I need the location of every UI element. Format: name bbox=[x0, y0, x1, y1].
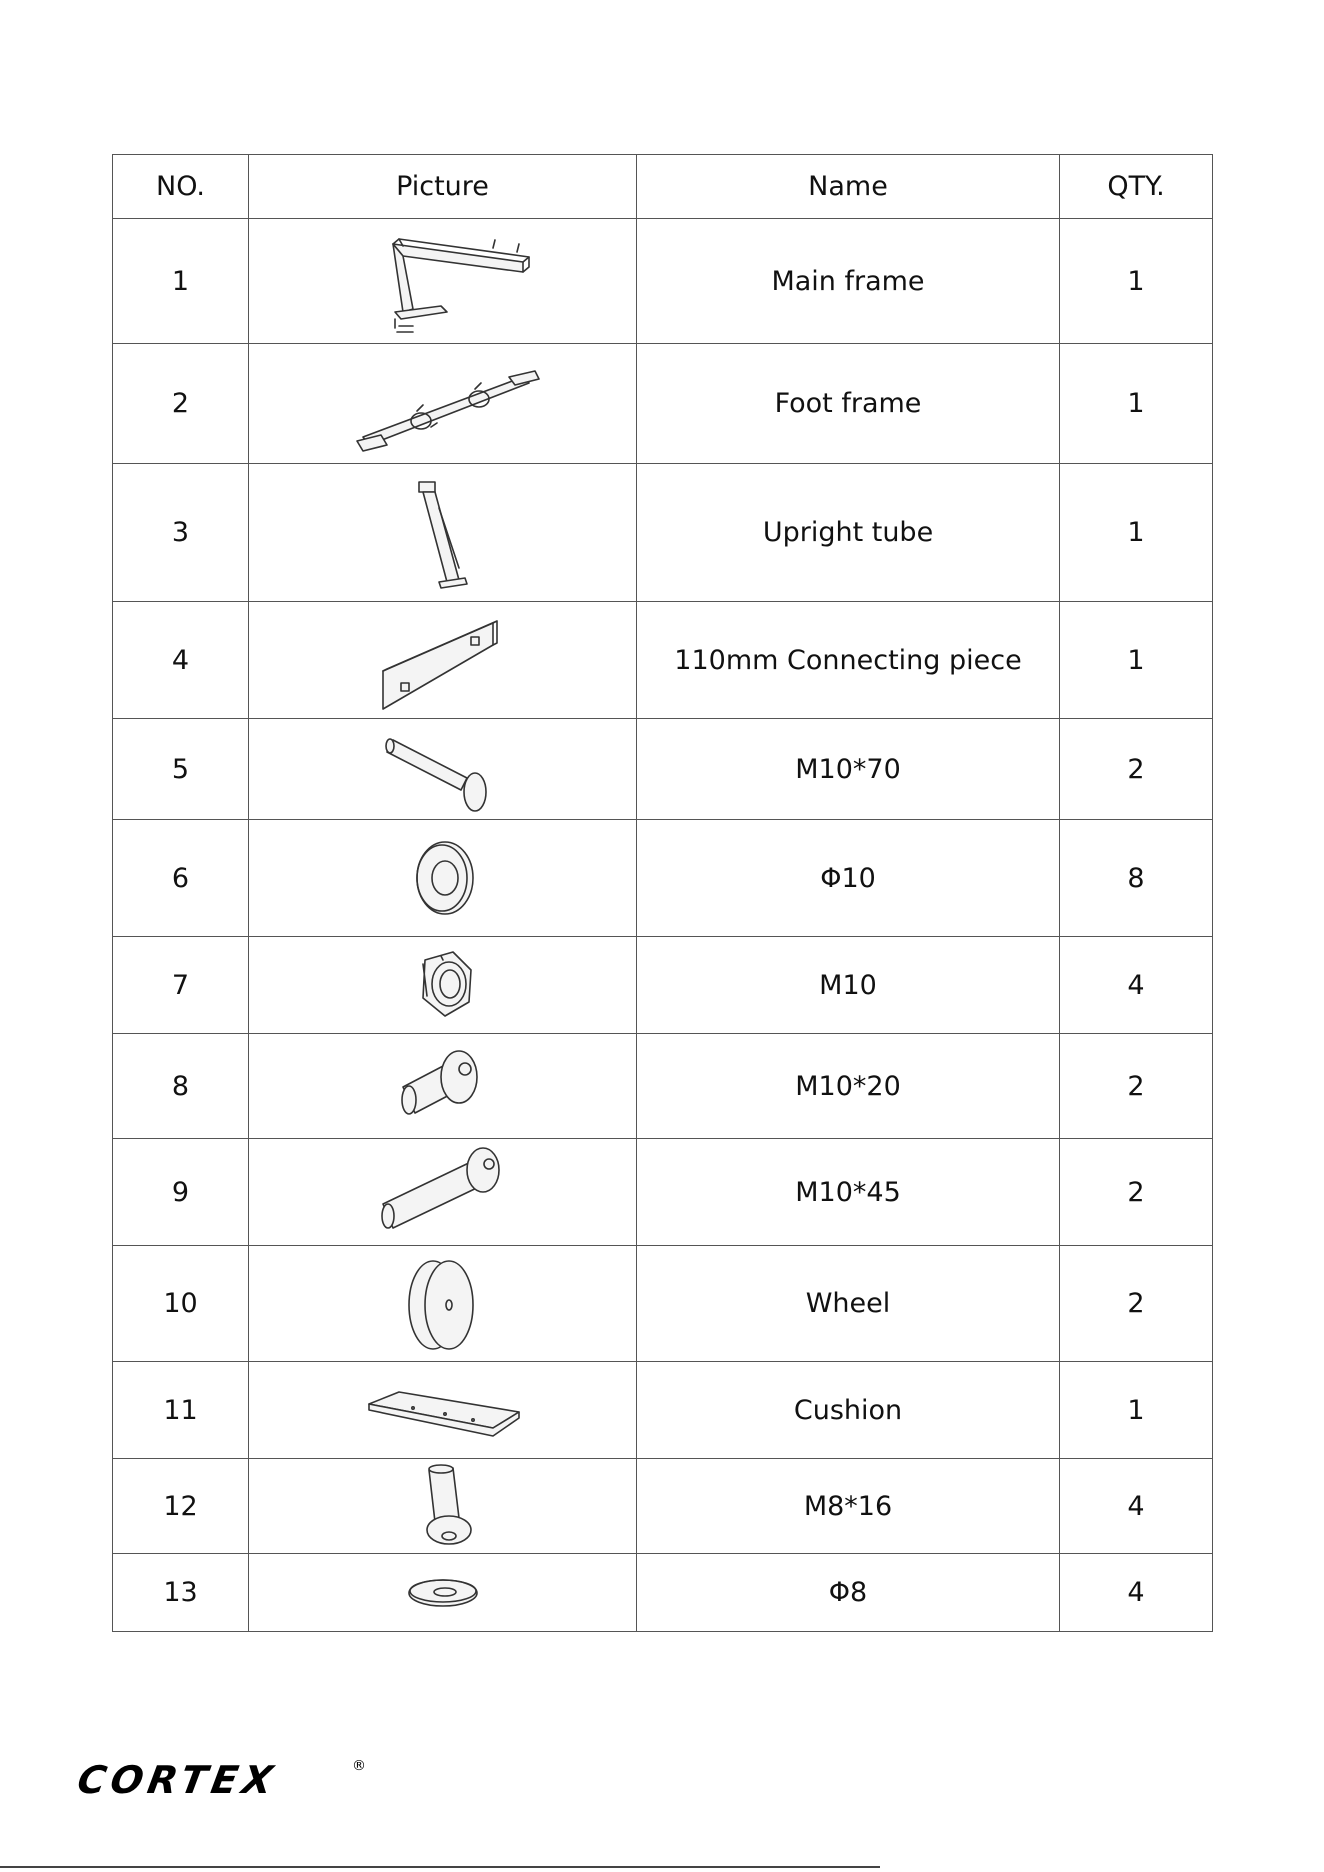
row-no: 6 bbox=[113, 820, 249, 937]
header-no: NO. bbox=[113, 155, 249, 219]
row-picture bbox=[249, 219, 637, 344]
table-row bbox=[113, 820, 1213, 937]
main-frame-icon bbox=[333, 224, 553, 339]
row-no: 7 bbox=[113, 937, 249, 1034]
wheel-icon bbox=[373, 1249, 513, 1359]
row-no: 4 bbox=[113, 602, 249, 719]
table-row bbox=[113, 344, 1213, 464]
row-qty: 1 bbox=[1060, 464, 1213, 602]
row-name: Wheel bbox=[637, 1246, 1060, 1362]
row-name: Φ10 bbox=[637, 820, 1060, 937]
row-picture bbox=[249, 719, 637, 820]
row-qty: 2 bbox=[1060, 1034, 1213, 1139]
row-name: M8*16 bbox=[637, 1459, 1060, 1554]
table-row bbox=[113, 1459, 1213, 1554]
parts-table bbox=[112, 154, 1213, 1632]
row-no: 12 bbox=[113, 1459, 249, 1554]
row-no: 2 bbox=[113, 344, 249, 464]
row-picture bbox=[249, 1554, 637, 1632]
small-washer-icon bbox=[383, 1563, 503, 1623]
row-qty: 1 bbox=[1060, 344, 1213, 464]
table-row bbox=[113, 1362, 1213, 1459]
row-name: Cushion bbox=[637, 1362, 1060, 1459]
table-row bbox=[113, 464, 1213, 602]
long-bolt-icon bbox=[343, 1142, 543, 1242]
row-picture bbox=[249, 1139, 637, 1246]
row-qty: 1 bbox=[1060, 219, 1213, 344]
row-qty: 4 bbox=[1060, 937, 1213, 1034]
header-picture: Picture bbox=[249, 155, 637, 219]
row-qty: 4 bbox=[1060, 1554, 1213, 1632]
row-qty: 4 bbox=[1060, 1459, 1213, 1554]
row-name: Upright tube bbox=[637, 464, 1060, 602]
row-name: M10*70 bbox=[637, 719, 1060, 820]
cushion-icon bbox=[353, 1370, 533, 1450]
row-name: Foot frame bbox=[637, 344, 1060, 464]
row-picture bbox=[249, 464, 637, 602]
header-name: Name bbox=[637, 155, 1060, 219]
row-qty: 2 bbox=[1060, 1246, 1213, 1362]
header-qty: QTY. bbox=[1060, 155, 1213, 219]
row-picture bbox=[249, 1362, 637, 1459]
row-name: 110mm Connecting piece bbox=[637, 602, 1060, 719]
row-name: Main frame bbox=[637, 219, 1060, 344]
row-no: 11 bbox=[113, 1362, 249, 1459]
row-picture bbox=[249, 344, 637, 464]
small-bolt-icon bbox=[383, 1460, 503, 1552]
table-row bbox=[113, 937, 1213, 1034]
table-row bbox=[113, 1139, 1213, 1246]
brand-name: CORTEX bbox=[74, 1758, 281, 1802]
row-no: 3 bbox=[113, 464, 249, 602]
row-qty: 1 bbox=[1060, 602, 1213, 719]
table-row bbox=[113, 219, 1213, 344]
carriage-bolt-icon bbox=[343, 722, 543, 817]
row-qty: 2 bbox=[1060, 1139, 1213, 1246]
row-no: 13 bbox=[113, 1554, 249, 1632]
row-name: Φ8 bbox=[637, 1554, 1060, 1632]
row-picture bbox=[249, 602, 637, 719]
row-no: 5 bbox=[113, 719, 249, 820]
row-qty: 1 bbox=[1060, 1362, 1213, 1459]
short-bolt-icon bbox=[373, 1039, 513, 1134]
table-row bbox=[113, 1246, 1213, 1362]
foot-frame-icon bbox=[333, 349, 553, 459]
table-row bbox=[113, 602, 1213, 719]
connecting-piece-icon bbox=[343, 605, 543, 715]
washer-icon bbox=[383, 828, 503, 928]
row-no: 1 bbox=[113, 219, 249, 344]
table-header-row bbox=[113, 155, 1213, 219]
row-no: 9 bbox=[113, 1139, 249, 1246]
table-row bbox=[113, 719, 1213, 820]
row-name: M10 bbox=[637, 937, 1060, 1034]
row-name: M10*20 bbox=[637, 1034, 1060, 1139]
row-picture bbox=[249, 937, 637, 1034]
row-qty: 8 bbox=[1060, 820, 1213, 937]
upright-tube-icon bbox=[343, 468, 543, 598]
brand-logo bbox=[74, 1758, 368, 1802]
table-row bbox=[113, 1554, 1213, 1632]
row-name: M10*45 bbox=[637, 1139, 1060, 1246]
hex-nut-icon bbox=[383, 940, 503, 1030]
row-picture bbox=[249, 1459, 637, 1554]
row-qty: 2 bbox=[1060, 719, 1213, 820]
row-no: 10 bbox=[113, 1246, 249, 1362]
row-picture bbox=[249, 1246, 637, 1362]
row-picture bbox=[249, 1034, 637, 1139]
row-picture bbox=[249, 820, 637, 937]
footer-divider bbox=[0, 1866, 880, 1868]
registered-mark: ® bbox=[352, 1758, 366, 1774]
table-row bbox=[113, 1034, 1213, 1139]
row-no: 8 bbox=[113, 1034, 249, 1139]
